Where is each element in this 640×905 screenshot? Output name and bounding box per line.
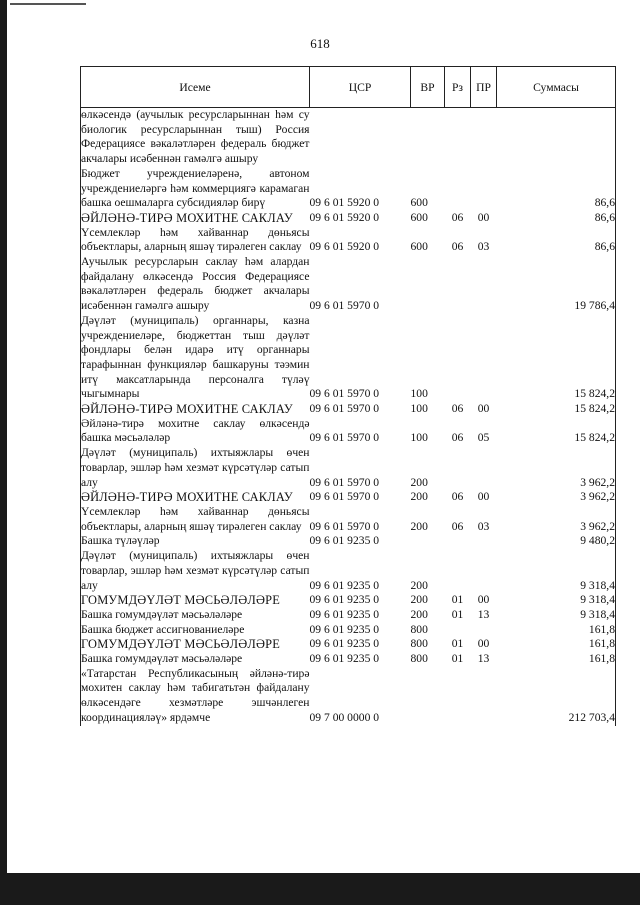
table-row [81, 211, 616, 226]
cell-name: Башка түләүләр [81, 534, 160, 548]
table-row [81, 226, 616, 255]
table-row [81, 167, 616, 211]
table-row [81, 255, 616, 314]
cell-pr [471, 623, 497, 638]
cell-rz [445, 108, 471, 167]
cell-pr [471, 314, 497, 402]
cell-csr: 09 6 01 5970 0 [309, 490, 380, 504]
cell-csr: 09 6 01 5970 0 [309, 387, 380, 401]
budget-table [80, 66, 616, 726]
cell-name: Дәүләт (муниципаль) ихтыяжлары өчен товарлар, эшләр һәм хезмәт күрсәтүләр сатып алу [81, 549, 310, 592]
table-row [81, 108, 616, 167]
cell-name: Башка гомумдәүләт мәсьәләләре [81, 607, 243, 621]
cell-pr: 13 [477, 652, 490, 666]
cell-vr [411, 255, 445, 314]
cell-sum: 15 824,2 [574, 431, 615, 445]
cell-sum: 15 824,2 [574, 387, 615, 401]
table-row [81, 314, 616, 402]
cell-name: Бюджет учреждениеләренә, автоном учреждениеләргә һәм коммерциягә карамаган башка оешмаларга субсидияләр бирү [81, 166, 310, 210]
cell-name: Аучылык ресурсларын саклау һәм алардан файдалану өлкәсендә Россия Федерациясе вәкаләтләрен федераль бюджет акчалары исәбеннән гамәлгә ашыру [81, 255, 310, 313]
cell-pr: 00 [477, 402, 490, 416]
table-body [81, 108, 616, 726]
cell-vr: 600 [410, 240, 428, 254]
cell-pr: 00 [477, 637, 490, 651]
cell-csr: 09 6 01 5970 0 [309, 299, 380, 313]
cell-vr [411, 108, 445, 167]
cell-vr: 800 [410, 652, 428, 666]
table-row [81, 505, 616, 534]
header-vr: ВР [411, 67, 445, 108]
cell-rz [445, 255, 471, 314]
cell-pr: 03 [477, 519, 490, 533]
cell-rz [445, 534, 471, 549]
cell-pr: 00 [477, 490, 490, 504]
cell-pr [471, 667, 497, 726]
cell-pr [471, 549, 497, 593]
cell-sum: 161,8 [588, 637, 615, 651]
cell-sum: 19 786,4 [574, 299, 615, 313]
cell-vr: 800 [410, 637, 428, 651]
table-row [81, 446, 616, 490]
cell-csr: 09 6 01 5920 0 [309, 240, 380, 254]
cell-pr [471, 108, 497, 167]
cell-csr: 09 7 00 0000 0 [309, 710, 380, 724]
header-sum: Суммасы [497, 67, 616, 108]
cell-sum: 9 318,4 [580, 607, 615, 621]
cell-rz: 06 [451, 490, 464, 504]
cell-name: Әйләнә-тирә мохитне саклау өлкәсендә башка мәсьәләләр [81, 416, 310, 445]
cell-vr: 100 [410, 431, 428, 445]
cell-sum: 86,6 [594, 196, 615, 210]
cell-csr: 09 6 01 9235 0 [309, 534, 380, 548]
cell-name: ӘЙЛӘНӘ-ТИРӘ МОХИТНЕ САКЛАУ [81, 490, 293, 505]
table-row [81, 549, 616, 593]
cell-sum: 15 824,2 [574, 402, 615, 416]
table-row [81, 652, 616, 667]
table-row [81, 402, 616, 417]
cell-pr: 03 [477, 240, 490, 254]
cell-csr: 09 6 01 5920 0 [309, 210, 380, 224]
cell-sum: 161,8 [588, 652, 615, 666]
cell-sum: 212 703,4 [568, 710, 615, 724]
cell-rz: 01 [451, 607, 464, 621]
cell-pr: 00 [477, 210, 490, 224]
cell-vr: 100 [410, 402, 428, 416]
scan-edge-bottom [0, 873, 640, 905]
cell-vr: 100 [410, 387, 428, 401]
cell-name: Дәүләт (муниципаль) ихтыяжлары өчен товарлар, эшләр һәм хезмәт күрсәтүләр сатып алу [81, 446, 310, 489]
cell-vr: 200 [410, 490, 428, 504]
cell-sum: 3 962,2 [580, 490, 615, 504]
cell-pr: 00 [477, 593, 490, 607]
table-row [81, 608, 616, 623]
table-row [81, 417, 616, 446]
cell-csr: 09 6 01 5970 0 [309, 475, 380, 489]
cell-vr [411, 667, 445, 726]
cell-name: ӘЙЛӘНӘ-ТИРӘ МОХИТНЕ САКЛАУ [81, 402, 293, 417]
cell-vr: 200 [410, 578, 428, 592]
cell-name: Үсемлекләр һәм хайваннар дөньясы объектлары, аларның яшәү тирәлеген саклау [81, 504, 310, 533]
cell-csr: 09 6 01 5970 0 [309, 402, 380, 416]
cell-csr: 09 6 01 9235 0 [309, 607, 380, 621]
cell-rz: 06 [451, 431, 464, 445]
cell-sum: 3 962,2 [580, 475, 615, 489]
cell-rz: 06 [451, 210, 464, 224]
cell-sum: 9 318,4 [580, 578, 615, 592]
cell-name: Башка гомумдәүләт мәсьәләләре [81, 652, 243, 666]
cell-csr: 09 6 01 9235 0 [309, 578, 380, 592]
cell-name: «Татарстан Республикасының әйләнә-тирә мохитен саклау һәм табигатьтән файдалану өлкәсендәге хезмәтләре эшчәнлеген координацияләү» ярдәмче [81, 666, 310, 724]
cell-csr: 09 6 01 5970 0 [309, 519, 380, 533]
cell-name: өлкәсендә (аучылык ресурсларыннан һәм су биологик ресурсларыннан тыш) Россия Федерациясе вәкаләтләрен федераль бюджет акчалары исәбеннән гамәлгә ашыру [81, 108, 310, 166]
cell-rz: 01 [451, 652, 464, 666]
cell-rz [445, 167, 471, 211]
table-header-row [81, 67, 616, 108]
cell-sum: 9 480,2 [580, 534, 615, 548]
cell-csr: 09 6 01 9235 0 [309, 593, 380, 607]
cell-rz [445, 549, 471, 593]
cell-pr [471, 446, 497, 490]
cell-sum: 161,8 [588, 622, 615, 636]
cell-csr [310, 108, 411, 167]
cell-name: ӘЙЛӘНӘ-ТИРӘ МОХИТНЕ САКЛАУ [81, 210, 293, 225]
cell-sum: 3 962,2 [580, 519, 615, 533]
cell-name: Башка бюджет ассигнованиеләре [81, 622, 245, 636]
cell-csr: 09 6 01 9235 0 [309, 622, 380, 636]
cell-rz: 06 [451, 402, 464, 416]
cell-csr: 09 6 01 9235 0 [309, 652, 380, 666]
cell-pr: 05 [477, 431, 490, 445]
cell-rz: 01 [451, 637, 464, 651]
cell-vr [411, 534, 445, 549]
table-row [81, 623, 616, 638]
header-rz: Рз [445, 67, 471, 108]
cell-pr [471, 534, 497, 549]
scan-edge-left [0, 0, 7, 905]
cell-csr: 09 6 01 5970 0 [309, 431, 380, 445]
cell-rz [445, 667, 471, 726]
cell-rz: 06 [451, 519, 464, 533]
cell-rz [445, 623, 471, 638]
cell-vr: 200 [410, 593, 428, 607]
cell-vr: 800 [410, 622, 428, 636]
cell-vr: 600 [410, 196, 428, 210]
cell-rz [445, 446, 471, 490]
cell-csr: 09 6 01 9235 0 [309, 637, 380, 651]
cell-vr: 200 [410, 475, 428, 489]
cell-pr [471, 255, 497, 314]
table-row [81, 490, 616, 505]
header-csr: ЦСР [310, 67, 411, 108]
cell-vr: 200 [410, 607, 428, 621]
cell-sum [497, 108, 616, 167]
cell-name: Дәүләт (муниципаль) органнары, казна учреждениеләре, бюджеттан тыш дәүләт фондлары белән идарә итү органнары тарафыннан функцияләр башкаруны тәэмин итү максатларында персоналга түләү чыгымнары [81, 313, 310, 401]
scan-mark-top [10, 3, 86, 5]
cell-vr: 200 [410, 519, 428, 533]
cell-rz: 06 [451, 240, 464, 254]
table-row [81, 667, 616, 726]
table-row [81, 593, 616, 608]
cell-sum: 86,6 [594, 240, 615, 254]
cell-pr [471, 167, 497, 211]
cell-sum: 9 318,4 [580, 593, 615, 607]
cell-pr: 13 [477, 607, 490, 621]
cell-name: ГОМУМДӘҮЛӘТ МӘСЬӘЛӘЛӘРЕ [81, 637, 281, 652]
table-row [81, 637, 616, 652]
cell-rz: 01 [451, 593, 464, 607]
cell-name: Үсемлекләр һәм хайваннар дөньясы объектлары, аларның яшәү тирәлеген саклау [81, 225, 310, 254]
cell-rz [445, 314, 471, 402]
cell-name: ГОМУМДӘҮЛӘТ МӘСЬӘЛӘЛӘРЕ [81, 593, 281, 608]
header-name: Исеме [81, 67, 310, 108]
page-number: 618 [310, 36, 330, 51]
cell-csr: 09 6 01 5920 0 [309, 196, 380, 210]
cell-sum: 86,6 [594, 210, 615, 224]
header-pr: ПР [471, 67, 497, 108]
table-row [81, 534, 616, 549]
cell-vr: 600 [410, 210, 428, 224]
